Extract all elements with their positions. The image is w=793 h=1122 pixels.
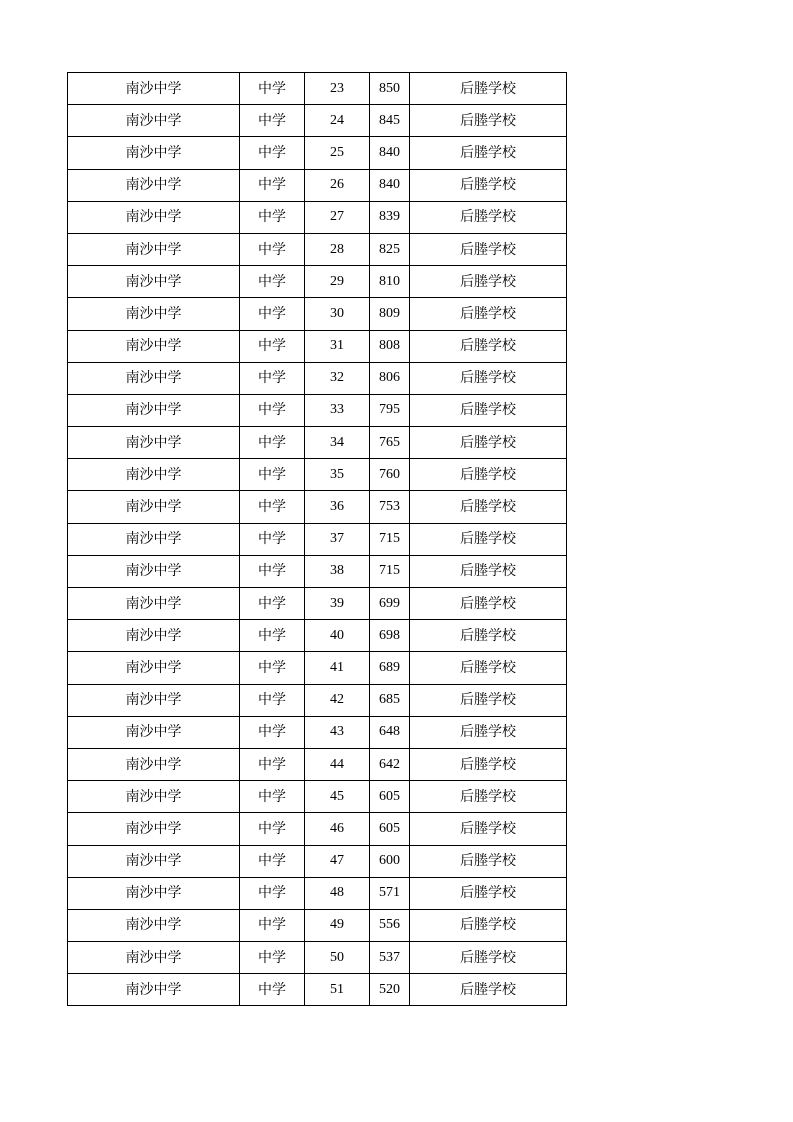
level-cell: 中学 xyxy=(240,298,305,330)
rank-cell: 42 xyxy=(305,684,370,716)
target-school-cell: 后塍学校 xyxy=(410,73,567,105)
target-school-cell: 后塍学校 xyxy=(410,459,567,491)
rank-cell: 50 xyxy=(305,942,370,974)
target-school-cell: 后塍学校 xyxy=(410,588,567,620)
school-cell: 南沙中学 xyxy=(68,362,240,394)
table-row xyxy=(68,652,567,684)
rank-cell: 49 xyxy=(305,909,370,941)
table-row xyxy=(68,105,567,137)
target-school-cell: 后塍学校 xyxy=(410,427,567,459)
score-cell: 810 xyxy=(370,266,410,298)
table-row xyxy=(68,523,567,555)
table-row xyxy=(68,137,567,169)
school-cell: 南沙中学 xyxy=(68,588,240,620)
level-cell: 中学 xyxy=(240,266,305,298)
score-cell: 689 xyxy=(370,652,410,684)
score-cell: 605 xyxy=(370,813,410,845)
rank-cell: 43 xyxy=(305,716,370,748)
rank-cell: 40 xyxy=(305,620,370,652)
score-cell: 760 xyxy=(370,459,410,491)
table-row xyxy=(68,588,567,620)
level-cell: 中学 xyxy=(240,491,305,523)
rank-cell: 51 xyxy=(305,974,370,1006)
table-row xyxy=(68,459,567,491)
table-row xyxy=(68,748,567,780)
table-row xyxy=(68,555,567,587)
school-cell: 南沙中学 xyxy=(68,813,240,845)
level-cell: 中学 xyxy=(240,716,305,748)
level-cell: 中学 xyxy=(240,523,305,555)
target-school-cell: 后塍学校 xyxy=(410,362,567,394)
school-cell: 南沙中学 xyxy=(68,169,240,201)
rank-cell: 35 xyxy=(305,459,370,491)
table-row xyxy=(68,845,567,877)
table-row xyxy=(68,233,567,265)
school-cell: 南沙中学 xyxy=(68,394,240,426)
target-school-cell: 后塍学校 xyxy=(410,201,567,233)
school-cell: 南沙中学 xyxy=(68,877,240,909)
table-row xyxy=(68,201,567,233)
level-cell: 中学 xyxy=(240,427,305,459)
target-school-cell: 后塍学校 xyxy=(410,330,567,362)
rank-cell: 32 xyxy=(305,362,370,394)
level-cell: 中学 xyxy=(240,394,305,426)
table-row xyxy=(68,877,567,909)
school-cell: 南沙中学 xyxy=(68,298,240,330)
target-school-cell: 后塍学校 xyxy=(410,523,567,555)
school-cell: 南沙中学 xyxy=(68,105,240,137)
level-cell: 中学 xyxy=(240,845,305,877)
rank-cell: 25 xyxy=(305,137,370,169)
target-school-cell: 后塍学校 xyxy=(410,942,567,974)
level-cell: 中学 xyxy=(240,555,305,587)
school-cell: 南沙中学 xyxy=(68,201,240,233)
level-cell: 中学 xyxy=(240,169,305,201)
target-school-cell: 后塍学校 xyxy=(410,620,567,652)
school-cell: 南沙中学 xyxy=(68,233,240,265)
table-row xyxy=(68,298,567,330)
score-cell: 840 xyxy=(370,169,410,201)
level-cell: 中学 xyxy=(240,748,305,780)
table-row xyxy=(68,684,567,716)
score-cell: 809 xyxy=(370,298,410,330)
rank-cell: 26 xyxy=(305,169,370,201)
table-row xyxy=(68,266,567,298)
rank-cell: 39 xyxy=(305,588,370,620)
table-row xyxy=(68,427,567,459)
level-cell: 中学 xyxy=(240,459,305,491)
score-cell: 765 xyxy=(370,427,410,459)
level-cell: 中学 xyxy=(240,105,305,137)
school-cell: 南沙中学 xyxy=(68,942,240,974)
school-cell: 南沙中学 xyxy=(68,137,240,169)
table-row xyxy=(68,942,567,974)
rank-cell: 33 xyxy=(305,394,370,426)
level-cell: 中学 xyxy=(240,877,305,909)
rank-cell: 30 xyxy=(305,298,370,330)
rank-cell: 48 xyxy=(305,877,370,909)
rank-cell: 45 xyxy=(305,781,370,813)
score-cell: 795 xyxy=(370,394,410,426)
rank-cell: 47 xyxy=(305,845,370,877)
table-body xyxy=(68,73,567,1006)
score-cell: 685 xyxy=(370,684,410,716)
target-school-cell: 后塍学校 xyxy=(410,169,567,201)
table-row xyxy=(68,362,567,394)
target-school-cell: 后塍学校 xyxy=(410,813,567,845)
target-school-cell: 后塍学校 xyxy=(410,652,567,684)
score-cell: 642 xyxy=(370,748,410,780)
target-school-cell: 后塍学校 xyxy=(410,845,567,877)
target-school-cell: 后塍学校 xyxy=(410,781,567,813)
table-row xyxy=(68,491,567,523)
table-row xyxy=(68,974,567,1006)
school-cell: 南沙中学 xyxy=(68,781,240,813)
score-cell: 605 xyxy=(370,781,410,813)
target-school-cell: 后塍学校 xyxy=(410,974,567,1006)
score-cell: 806 xyxy=(370,362,410,394)
target-school-cell: 后塍学校 xyxy=(410,716,567,748)
rank-cell: 23 xyxy=(305,73,370,105)
school-cell: 南沙中学 xyxy=(68,523,240,555)
table-row xyxy=(68,781,567,813)
school-cell: 南沙中学 xyxy=(68,716,240,748)
score-cell: 825 xyxy=(370,233,410,265)
score-cell: 840 xyxy=(370,137,410,169)
table-row xyxy=(68,169,567,201)
school-cell: 南沙中学 xyxy=(68,491,240,523)
rank-cell: 36 xyxy=(305,491,370,523)
level-cell: 中学 xyxy=(240,330,305,362)
table-row xyxy=(68,330,567,362)
table-row xyxy=(68,394,567,426)
rank-cell: 37 xyxy=(305,523,370,555)
school-cell: 南沙中学 xyxy=(68,330,240,362)
target-school-cell: 后塍学校 xyxy=(410,909,567,941)
school-cell: 南沙中学 xyxy=(68,748,240,780)
score-cell: 699 xyxy=(370,588,410,620)
table-row xyxy=(68,813,567,845)
target-school-cell: 后塍学校 xyxy=(410,105,567,137)
score-cell: 698 xyxy=(370,620,410,652)
level-cell: 中学 xyxy=(240,620,305,652)
data-table xyxy=(67,72,567,1006)
rank-cell: 24 xyxy=(305,105,370,137)
score-cell: 753 xyxy=(370,491,410,523)
score-cell: 556 xyxy=(370,909,410,941)
level-cell: 中学 xyxy=(240,233,305,265)
school-cell: 南沙中学 xyxy=(68,974,240,1006)
table-row xyxy=(68,716,567,748)
score-cell: 537 xyxy=(370,942,410,974)
rank-cell: 29 xyxy=(305,266,370,298)
rank-cell: 44 xyxy=(305,748,370,780)
score-cell: 715 xyxy=(370,523,410,555)
score-cell: 845 xyxy=(370,105,410,137)
school-cell: 南沙中学 xyxy=(68,652,240,684)
rank-cell: 34 xyxy=(305,427,370,459)
table-row xyxy=(68,73,567,105)
level-cell: 中学 xyxy=(240,781,305,813)
target-school-cell: 后塍学校 xyxy=(410,233,567,265)
target-school-cell: 后塍学校 xyxy=(410,491,567,523)
school-cell: 南沙中学 xyxy=(68,620,240,652)
level-cell: 中学 xyxy=(240,942,305,974)
school-cell: 南沙中学 xyxy=(68,555,240,587)
level-cell: 中学 xyxy=(240,974,305,1006)
table-row xyxy=(68,909,567,941)
rank-cell: 31 xyxy=(305,330,370,362)
school-cell: 南沙中学 xyxy=(68,909,240,941)
school-cell: 南沙中学 xyxy=(68,845,240,877)
table-row xyxy=(68,620,567,652)
target-school-cell: 后塍学校 xyxy=(410,877,567,909)
rank-cell: 28 xyxy=(305,233,370,265)
level-cell: 中学 xyxy=(240,201,305,233)
school-cell: 南沙中学 xyxy=(68,266,240,298)
score-cell: 648 xyxy=(370,716,410,748)
rank-cell: 38 xyxy=(305,555,370,587)
level-cell: 中学 xyxy=(240,909,305,941)
score-cell: 850 xyxy=(370,73,410,105)
level-cell: 中学 xyxy=(240,588,305,620)
rank-cell: 46 xyxy=(305,813,370,845)
rank-cell: 41 xyxy=(305,652,370,684)
target-school-cell: 后塍学校 xyxy=(410,266,567,298)
score-cell: 808 xyxy=(370,330,410,362)
level-cell: 中学 xyxy=(240,684,305,716)
level-cell: 中学 xyxy=(240,652,305,684)
score-cell: 600 xyxy=(370,845,410,877)
school-cell: 南沙中学 xyxy=(68,684,240,716)
target-school-cell: 后塍学校 xyxy=(410,555,567,587)
target-school-cell: 后塍学校 xyxy=(410,298,567,330)
target-school-cell: 后塍学校 xyxy=(410,748,567,780)
target-school-cell: 后塍学校 xyxy=(410,137,567,169)
score-cell: 571 xyxy=(370,877,410,909)
target-school-cell: 后塍学校 xyxy=(410,684,567,716)
level-cell: 中学 xyxy=(240,137,305,169)
school-cell: 南沙中学 xyxy=(68,73,240,105)
score-cell: 839 xyxy=(370,201,410,233)
school-cell: 南沙中学 xyxy=(68,459,240,491)
score-cell: 715 xyxy=(370,555,410,587)
school-cell: 南沙中学 xyxy=(68,427,240,459)
level-cell: 中学 xyxy=(240,813,305,845)
level-cell: 中学 xyxy=(240,73,305,105)
score-cell: 520 xyxy=(370,974,410,1006)
rank-cell: 27 xyxy=(305,201,370,233)
target-school-cell: 后塍学校 xyxy=(410,394,567,426)
level-cell: 中学 xyxy=(240,362,305,394)
